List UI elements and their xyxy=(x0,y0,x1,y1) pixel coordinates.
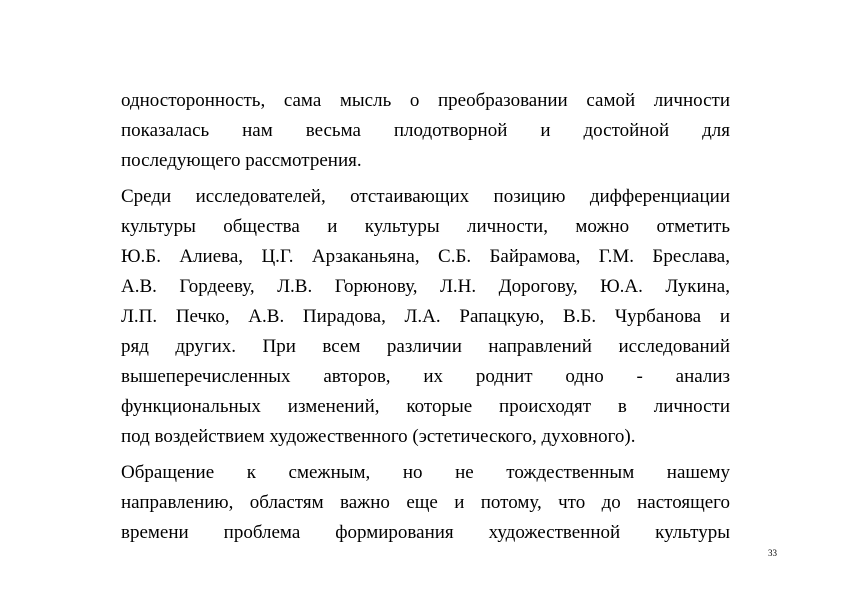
text-line: показалась нам весьма плодотворной и достойной для xyxy=(121,120,730,141)
text-line: Среди исследователей, отстаивающих позицию дифференциации xyxy=(121,186,730,207)
text-line: вышеперечисленных авторов, их роднит одно - анализ xyxy=(121,366,730,387)
paragraph-3 xyxy=(121,458,730,548)
body-text xyxy=(121,86,730,548)
paragraph-1 xyxy=(121,86,730,176)
text-line: времени проблема формирования художественной культуры xyxy=(121,522,730,543)
text-line: ряд других. При всем различии направлений исследований xyxy=(121,336,730,357)
text-line: Обращение к смежным, но не тождественным нашему xyxy=(121,462,730,483)
text-line: А.В. Гордееву, Л.В. Горюнову, Л.Н. Дорогову, Ю.А. Лукина, xyxy=(121,276,730,297)
text-line: функциональных изменений, которые происходят в личности xyxy=(121,396,730,417)
text-line: Ю.Б. Алиева, Ц.Г. Арзаканьяна, С.Б. Байрамова, Г.М. Бреслава, xyxy=(121,246,730,267)
text-line: направлению, областям важно еще и потому, что до настоящего xyxy=(121,492,730,513)
text-line: односторонность, сама мысль о преобразовании самой личности xyxy=(121,90,730,111)
text-line: под воздействием художественного (эстетического, духовного). xyxy=(121,426,636,447)
text-line: культуры общества и культуры личности, можно отметить xyxy=(121,216,730,237)
text-line: последующего рассмотрения. xyxy=(121,150,362,171)
page-number: 33 xyxy=(768,548,777,558)
paragraph-2 xyxy=(121,182,730,452)
text-line: Л.П. Печко, А.В. Пирадова, Л.А. Рапацкую, В.Б. Чурбанова и xyxy=(121,306,730,327)
